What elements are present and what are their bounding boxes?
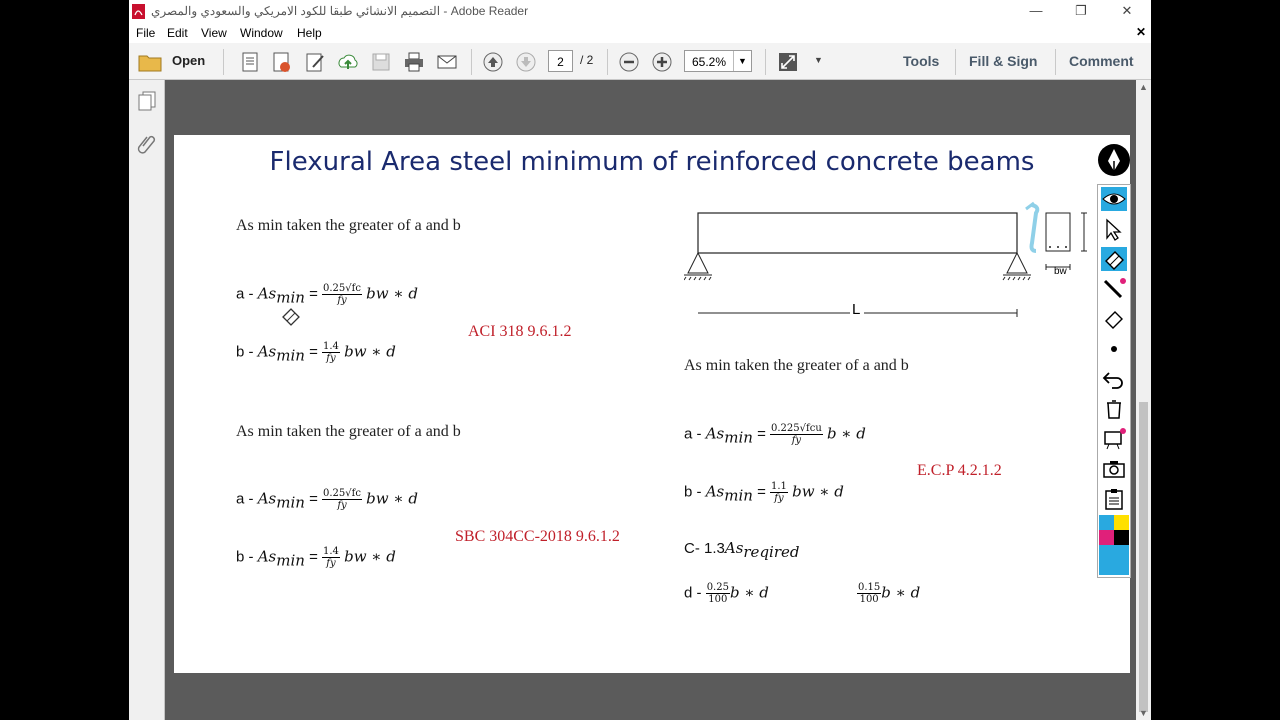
toolbar-separator bbox=[471, 49, 472, 75]
close-document-icon[interactable]: ✕ bbox=[1135, 25, 1146, 39]
bw-label: bw bbox=[1054, 266, 1067, 277]
sbc-formula-a: a - $As_{min}$ = $\frac{0.25√fc}{fy}$ bw ∗ d bbox=[236, 488, 418, 512]
annotation-pen-toolbar bbox=[1097, 184, 1131, 578]
beam-diagram bbox=[684, 197, 1104, 327]
pdf-page bbox=[174, 135, 1130, 673]
formula-tail: bw ∗ d bbox=[344, 547, 396, 566]
formula-subscript: min bbox=[276, 346, 305, 365]
color-palette[interactable] bbox=[1099, 515, 1129, 575]
document-viewport[interactable] bbox=[165, 80, 1136, 720]
toolbar-separator bbox=[955, 49, 956, 75]
formula-fraction bbox=[322, 546, 340, 569]
fill-sign-pane-button[interactable]: Fill & Sign bbox=[969, 53, 1038, 69]
highlighter-icon[interactable] bbox=[1101, 307, 1127, 331]
fraction-numerator: 0.25 bbox=[706, 582, 729, 593]
toolbar-separator bbox=[223, 49, 224, 75]
fraction-numerator: 0.25√fc bbox=[323, 283, 361, 294]
color-swatch-cyan[interactable] bbox=[1099, 515, 1114, 530]
fraction-numerator: 1.4 bbox=[323, 341, 339, 352]
fraction-numerator: 0.25√fc bbox=[323, 488, 361, 499]
eye-icon[interactable] bbox=[1101, 187, 1127, 211]
eraser-cursor-icon bbox=[279, 305, 303, 327]
comment-pane-button[interactable]: Comment bbox=[1069, 53, 1134, 69]
formula-symbol: As bbox=[257, 284, 277, 303]
menu-bar bbox=[129, 23, 1151, 43]
upload-cloud-icon[interactable] bbox=[337, 51, 359, 73]
toolbar-separator bbox=[1055, 49, 1056, 75]
minimize-button[interactable]: — bbox=[1029, 3, 1043, 18]
toolbar-separator bbox=[607, 49, 608, 75]
formula-subscript: min bbox=[724, 486, 753, 505]
formula-subscript: min bbox=[724, 428, 753, 447]
adobe-reader-window bbox=[129, 0, 1151, 720]
formula-tail: bw ∗ d bbox=[366, 284, 418, 303]
trash-icon[interactable] bbox=[1101, 397, 1127, 421]
vertical-scrollbar[interactable] bbox=[1136, 80, 1151, 720]
formula-fraction bbox=[770, 423, 823, 446]
formula-subscript: reqired bbox=[743, 543, 800, 561]
print-icon[interactable] bbox=[403, 51, 425, 73]
edit-pdf-icon[interactable] bbox=[304, 51, 326, 73]
zoom-out-icon[interactable] bbox=[618, 51, 640, 73]
formula-coefficient: 1.3 bbox=[704, 540, 725, 557]
toolbar-separator bbox=[765, 49, 766, 75]
aci-formula-a: a - $As_{min}$ = $\frac{0.25√fc}{fy}$ bw ∗ d bbox=[236, 283, 418, 307]
window-title: التصميم الانشائي طبقا للكود الامريكي والسعودي والمصري - Adobe Reader bbox=[151, 4, 529, 18]
pen-logo-icon[interactable] bbox=[1097, 143, 1131, 177]
restore-button[interactable]: ❐ bbox=[1075, 3, 1087, 18]
formula-tail: b ∗ d bbox=[729, 583, 769, 602]
fraction-denominator: fy bbox=[337, 500, 347, 511]
menu-view[interactable]: View bbox=[201, 26, 227, 40]
next-page-icon[interactable] bbox=[515, 51, 537, 73]
page-total: / 2 bbox=[580, 53, 594, 67]
formula-prefix: b - bbox=[684, 483, 706, 501]
color-swatch-magenta[interactable] bbox=[1099, 530, 1114, 545]
ecp-formula-a: a - $As_{min}$ = $\frac{\text{0.225√fcu}}{fy}$ b ∗ d bbox=[684, 423, 866, 447]
formula-prefix: d - bbox=[684, 584, 706, 602]
formula-symbol: As bbox=[257, 342, 277, 361]
ecp-formula-b: b - $As_{min}$ = $\frac{1.1}{fy}$ bw ∗ d bbox=[684, 481, 844, 505]
fraction-denominator: fy bbox=[326, 558, 336, 569]
fraction-numerator: 0.15 bbox=[858, 582, 881, 593]
zoom-value: 65.2% bbox=[692, 55, 727, 69]
formula-prefix: C- bbox=[684, 540, 704, 557]
ecp-formula-d-alt bbox=[857, 582, 920, 605]
formula-tail: bw ∗ d bbox=[366, 489, 418, 508]
fraction-denominator: fy bbox=[791, 435, 802, 446]
pdf-app-icon bbox=[132, 4, 145, 19]
fraction-denominator: fy bbox=[337, 295, 347, 306]
toolbar bbox=[129, 43, 1151, 80]
email-icon[interactable] bbox=[436, 51, 458, 73]
scroll-down-arrow-icon[interactable]: ▼ bbox=[1139, 708, 1148, 718]
current-color-swatch[interactable] bbox=[1099, 545, 1129, 575]
chevron-down-icon[interactable]: ▼ bbox=[814, 55, 823, 65]
aci-formula-b: b - $As_{min}$ = $\frac{1.4}{fy}$ bw ∗ d bbox=[236, 341, 396, 365]
dot-size-icon[interactable] bbox=[1101, 337, 1127, 361]
formula-symbol: As bbox=[724, 539, 744, 557]
formula-subscript: min bbox=[276, 288, 305, 307]
chevron-down-icon[interactable]: ▼ bbox=[733, 51, 751, 71]
formula-fraction bbox=[322, 283, 362, 306]
sbc-reference: SBC 304CC-2018 9.6.1.2 bbox=[455, 528, 620, 545]
aci-intro-text: As min taken the greater of a and b bbox=[236, 217, 461, 234]
fraction-denominator: fy bbox=[774, 493, 784, 504]
page-title: Flexural Area steel minimum of reinforced concrete beams bbox=[269, 147, 1035, 177]
ecp-reference: E.C.P 4.2.1.2 bbox=[917, 462, 1002, 479]
pen-line-icon[interactable] bbox=[1101, 277, 1127, 301]
eraser-icon[interactable] bbox=[1101, 247, 1127, 271]
formula-prefix: b - bbox=[236, 343, 258, 361]
previous-page-icon[interactable] bbox=[482, 51, 504, 73]
formula-symbol: As bbox=[257, 489, 277, 508]
menu-help[interactable]: Help bbox=[297, 26, 322, 40]
clipboard-icon[interactable] bbox=[1101, 487, 1127, 511]
formula-tail: b ∗ d bbox=[881, 583, 921, 602]
formula-fraction bbox=[322, 488, 362, 511]
formula-fraction bbox=[857, 582, 881, 605]
export-pdf-icon[interactable] bbox=[270, 51, 292, 73]
tools-pane-button[interactable]: Tools bbox=[903, 53, 940, 69]
formula-subscript: min bbox=[276, 551, 305, 570]
formula-tail: bw ∗ d bbox=[792, 482, 844, 501]
menu-file[interactable]: File bbox=[136, 26, 156, 40]
formula-fraction bbox=[322, 341, 340, 364]
whiteboard-icon[interactable] bbox=[1101, 427, 1127, 451]
formula-prefix: a - bbox=[684, 425, 706, 443]
save-icon[interactable] bbox=[370, 51, 392, 73]
folder-open-icon[interactable] bbox=[138, 51, 164, 73]
formula-symbol: As bbox=[257, 547, 277, 566]
color-swatch-black[interactable] bbox=[1114, 530, 1129, 545]
fraction-numerator: 1.1 bbox=[771, 481, 787, 492]
fraction-denominator: 100 bbox=[708, 594, 728, 605]
page-thumbnails-icon[interactable] bbox=[137, 90, 157, 112]
formula-fraction bbox=[770, 481, 788, 504]
fraction-numerator: 0.225√fcu bbox=[771, 423, 822, 434]
undo-icon[interactable] bbox=[1101, 367, 1127, 391]
scroll-up-arrow-icon[interactable]: ▲ bbox=[1139, 82, 1148, 92]
title-bar bbox=[129, 0, 1151, 23]
formula-prefix: a - bbox=[236, 285, 258, 303]
sbc-intro-text: As min taken the greater of a and b bbox=[236, 423, 461, 440]
beam-span-label: L bbox=[852, 301, 861, 318]
aci-reference: ACI 318 9.6.1.2 bbox=[468, 323, 572, 340]
formula-prefix: a - bbox=[236, 490, 258, 508]
ecp-intro-text: As min taken the greater of a and b bbox=[684, 357, 909, 374]
open-button[interactable]: Open bbox=[172, 53, 206, 68]
formula-subscript: min bbox=[276, 493, 305, 512]
fraction-numerator: 1.4 bbox=[323, 546, 339, 557]
pointer-arrow-icon[interactable] bbox=[1101, 218, 1127, 242]
scrollbar-thumb[interactable] bbox=[1139, 402, 1148, 712]
menu-edit[interactable]: Edit bbox=[167, 26, 188, 40]
zoom-level-select[interactable] bbox=[684, 50, 752, 72]
page-number-input[interactable]: 2 bbox=[548, 50, 573, 72]
zoom-in-icon[interactable] bbox=[651, 51, 673, 73]
camera-icon[interactable] bbox=[1101, 457, 1127, 481]
fraction-denominator: fy bbox=[326, 353, 336, 364]
formula-symbol: As bbox=[705, 424, 725, 443]
ecp-formula-c bbox=[684, 539, 800, 561]
navigation-pane bbox=[129, 80, 165, 720]
ecp-formula-d bbox=[684, 582, 769, 605]
menu-window[interactable]: Window bbox=[240, 26, 283, 40]
formula-prefix: b - bbox=[236, 548, 258, 566]
formula-tail: b ∗ d bbox=[826, 424, 866, 443]
fraction-denominator: 100 bbox=[859, 594, 879, 605]
create-pdf-icon[interactable] bbox=[239, 51, 261, 73]
attachments-paperclip-icon[interactable] bbox=[137, 132, 157, 156]
color-swatch-yellow[interactable] bbox=[1114, 515, 1129, 530]
formula-symbol: As bbox=[705, 482, 725, 501]
close-window-button[interactable]: ✕ bbox=[1121, 3, 1133, 18]
formula-tail: bw ∗ d bbox=[344, 342, 396, 361]
fit-page-icon[interactable] bbox=[777, 51, 799, 73]
sbc-formula-b: b - $As_{min}$ = $\frac{1.4}{fy}$ bw ∗ d bbox=[236, 546, 396, 570]
formula-fraction bbox=[706, 582, 730, 605]
